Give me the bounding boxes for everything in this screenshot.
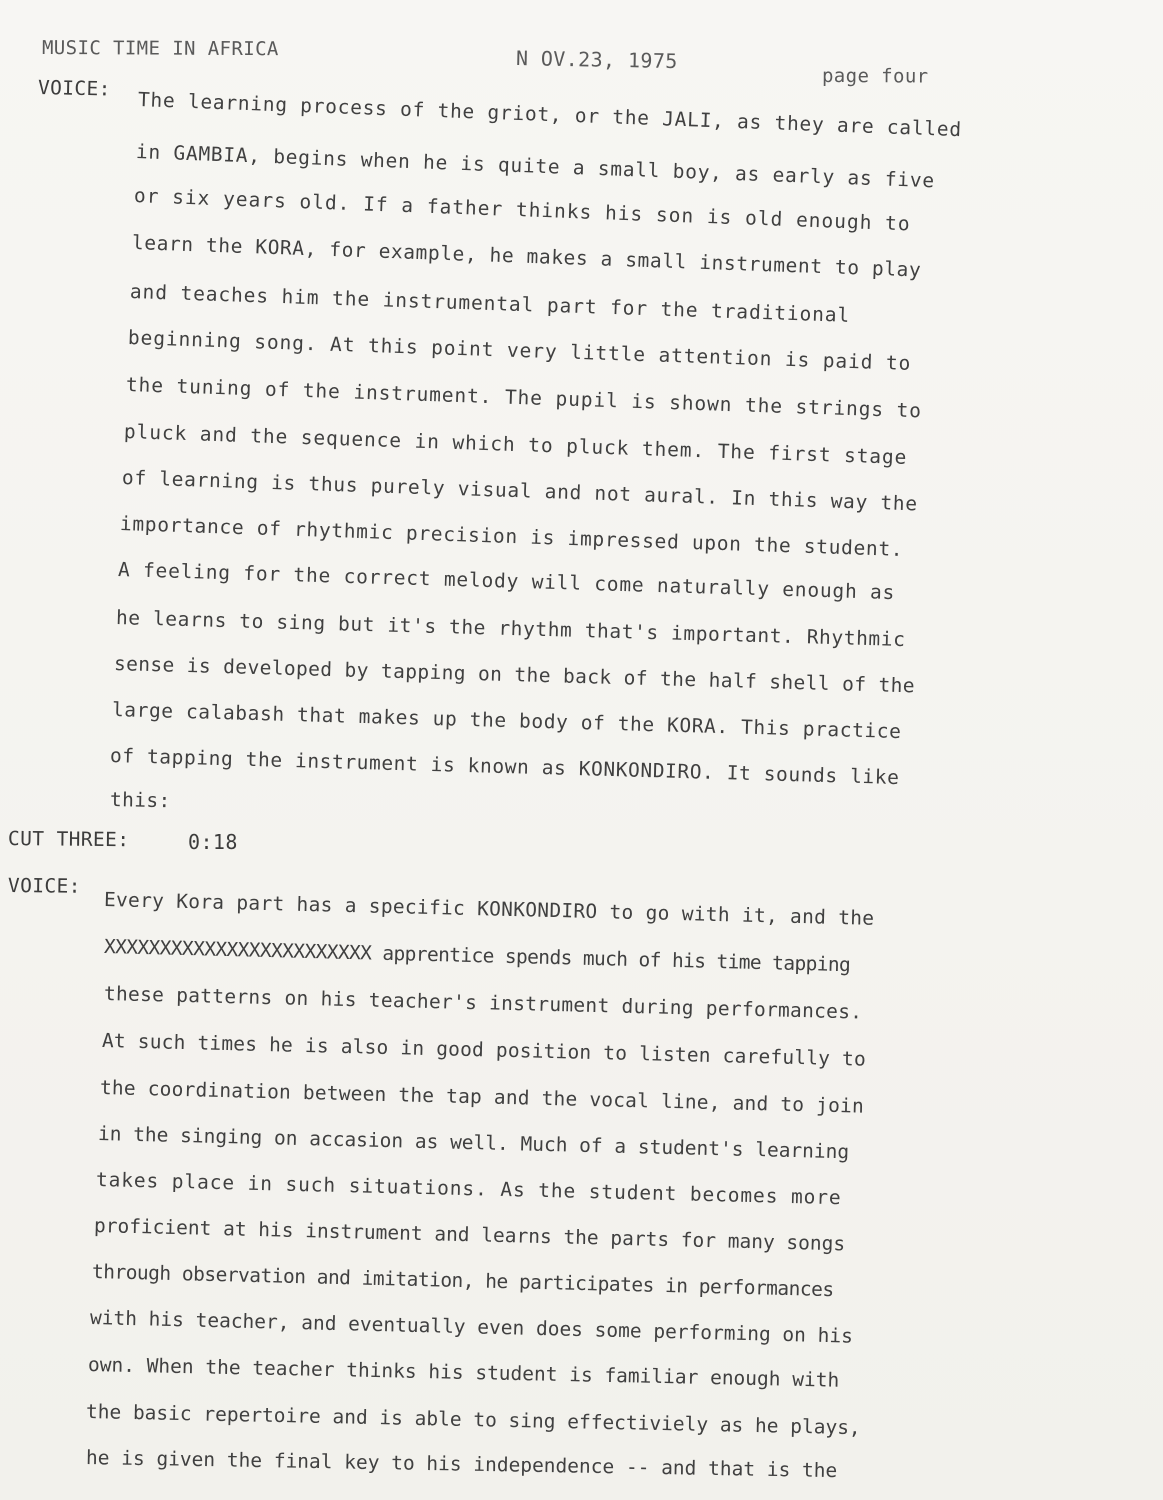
voice2-line-1: Every Kora part has a specific KONKONDIRO to go with it, and the xyxy=(103,888,875,930)
voice1-line-9: of learning is thus purely visual and not aural. In this way the xyxy=(121,466,919,516)
voice1-line-2: in GAMBIA, begins when he is quite a small boy, as early as five xyxy=(135,140,936,193)
voice-label-2: VOICE: xyxy=(7,874,81,898)
voice1-line-8: pluck and the sequence in which to pluck them. The first stage xyxy=(123,420,908,469)
voice2-line-4: At such times he is also in good position to listen carefully to xyxy=(101,1029,867,1071)
cut-label: CUT THREE: xyxy=(7,827,130,852)
voice2-line-6: in the singing on accasion as well. Much of a student's learning xyxy=(97,1122,850,1164)
voice1-line-7: the tuning of the instrument. The pupil is shown the strings to xyxy=(125,373,923,423)
voice2-line-10: with his teacher, and eventually even does some performing on his xyxy=(89,1306,854,1348)
voice2-line-9: through observation and imitation, he participates in performances xyxy=(91,1260,834,1302)
voice2-line-5: the coordination between the tap and the vocal line, and to join xyxy=(99,1076,865,1118)
document-date: N OV.23, 1975 xyxy=(515,46,678,74)
voice1-line-12: he learns to sing but it's the rhythm that's important. Rhythmic xyxy=(115,606,906,652)
voice1-line-15: of tapping the instrument is known as KONKONDIRO. It sounds like xyxy=(109,744,900,790)
voice1-line-4: learn the KORA, for example, he makes a small instrument to play xyxy=(131,231,922,282)
voice2-line-7: takes place in such situations. As the student becomes more xyxy=(95,1168,842,1210)
page-number: page four xyxy=(821,65,929,88)
voice1-line-13: sense is developed by tapping on the back of the half shell of the xyxy=(113,652,916,698)
voice2-line-2: XXXXXXXXXXXXXXXXXXXXXXXX apprentice spends much of his time tapping xyxy=(103,935,851,977)
voice1-line-1: The learning process of the griot, or the JALI, as they are called xyxy=(137,88,963,142)
voice2-line-3: these patterns on his teacher's instrument during performances. xyxy=(103,982,863,1024)
voice2-line-8: proficient at his instrument and learns the parts for many songs xyxy=(93,1214,846,1256)
voice2-line-12: the basic repertoire and is able to sing effectiviely as he plays, xyxy=(85,1400,861,1440)
voice1-line-14: large calabash that makes up the body of the KORA. This practice xyxy=(111,698,902,744)
voice1-line-10: importance of rhythmic precision is impressed upon the student. xyxy=(119,512,904,561)
voice1-line-16: this: xyxy=(109,788,171,813)
voice1-line-5: and teaches him the instrumental part for the traditional xyxy=(129,280,851,327)
voice-label-1: VOICE: xyxy=(37,76,112,101)
cut-duration: 0:18 xyxy=(188,830,238,854)
voice1-line-11: A feeling for the correct melody will come naturally enough as xyxy=(117,558,896,605)
program-title: MUSIC TIME IN AFRICA xyxy=(41,37,279,61)
voice2-line-13: he is given the final key to his independence -- and that is the xyxy=(85,1446,838,1483)
voice2-line-11: own. When the teacher thinks his student is familiar enough with xyxy=(87,1353,840,1392)
voice1-line-6: beginning song. At this point very little attention is paid to xyxy=(127,326,912,375)
voice1-line-3: or six years old. If a father thinks his son is old enough to xyxy=(133,184,912,236)
